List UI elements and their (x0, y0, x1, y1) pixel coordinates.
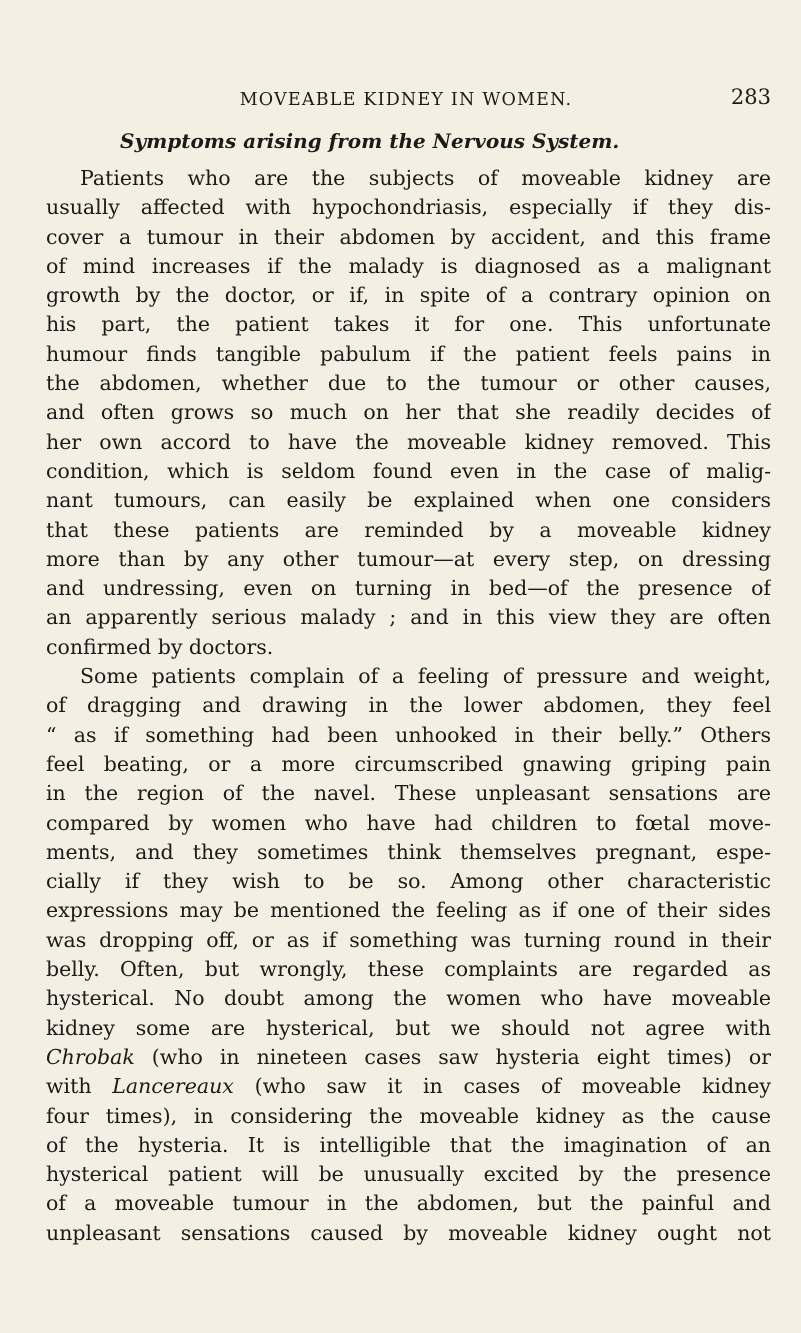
text-line: humour finds tangible pabulum if the patient feels pains in (46, 341, 771, 366)
text-line: Some patients complain of a feeling of pressure and weight, (80, 664, 771, 689)
text-line: an apparently serious malady ; and in this view they are often (46, 605, 771, 630)
text-line: of mind increases if the malady is diagnosed as a malignant (46, 253, 771, 278)
text-line: condition, which is seldom found even in the case of malig- (46, 458, 771, 483)
author-name-chrobak: Chrobak (46, 1044, 135, 1069)
text-line: hysterical. No doubt among the women who have moveable (46, 986, 771, 1011)
section-title: Symptoms arising from the Nervous System. (120, 129, 620, 153)
text-line: confirmed by doctors. (46, 634, 274, 659)
paragraph-2 (46, 662, 771, 1248)
running-title: MOVEABLE KIDNEY IN WOMEN. (239, 90, 573, 110)
text-line: feel beating, or a more circumscribed gnawing griping pain (46, 751, 771, 776)
text-line: unpleasant sensations caused by moveable kidney ought not (46, 1220, 771, 1245)
text-line: expressions may be mentioned the feeling as if one of their sides (46, 898, 771, 923)
text-fragment: (who saw it in cases of moveable kidney (233, 1074, 771, 1099)
text-line: that these patients are reminded by a moveable kidney (46, 517, 771, 542)
text-line: his part, the patient takes it for one. This unfortunate (46, 312, 771, 337)
text-line: ments, and they sometimes think themselves pregnant, espe- (46, 839, 771, 864)
text-line: of a moveable tumour in the abdomen, but the painful and (46, 1191, 771, 1216)
text-line: cover a tumour in their abdomen by accident, and this frame (46, 224, 771, 249)
author-name-lancereaux: Lancereaux (112, 1074, 234, 1099)
text-fragment: (who in nineteen cases saw hysteria eight times) or (134, 1044, 771, 1069)
page-number: 283 (730, 85, 771, 109)
text-line: and often grows so much on her that she readily decides of (46, 400, 771, 425)
text-line: hysterical patient will be unusually excited by the presence (46, 1162, 771, 1187)
text-fragment: with (46, 1074, 113, 1099)
text-line-lancereaux (46, 1072, 771, 1101)
text-line: usually affected with hypochondriasis, especially if they dis- (46, 195, 771, 220)
running-head (46, 0, 771, 118)
text-line: Patients who are the subjects of moveable kidney are (80, 166, 771, 190)
text-line: cially if they wish to be so. Among other characteristic (46, 869, 771, 894)
text-line: four times), in considering the moveable kidney as the cause (46, 1103, 771, 1128)
paragraph-1 (46, 164, 771, 662)
text-line: was dropping off, or as if something was turning round in their (46, 927, 771, 952)
text-line: more than by any other tumour—at every step, on dressing (46, 546, 771, 571)
text-line: her own accord to have the moveable kidney removed. This (46, 429, 771, 454)
text-line: in the region of the navel. These unpleasant sensations are (46, 781, 771, 806)
text-line: compared by women who have had children to fœtal move- (46, 810, 771, 835)
text-line: the abdomen, whether due to the tumour or other causes, (46, 371, 771, 396)
text-line: and undressing, even on turning in bed—of the presence of (46, 576, 771, 601)
text-line: “ as if something had been unhooked in their belly.” Others (46, 722, 771, 747)
text-line: of the hysteria. It is intelligible that the imagination of an (46, 1132, 771, 1157)
text-line: belly. Often, but wrongly, these complaints are regarded as (46, 957, 771, 982)
text-line: nant tumours, can easily be explained when one considers (46, 488, 771, 513)
text-line: growth by the doctor, or if, in spite of a contrary opinion on (46, 283, 771, 308)
text-line: kidney some are hysterical, but we should not agree with (46, 1015, 771, 1040)
text-line-chrobak (46, 1043, 771, 1072)
text-line: of dragging and drawing in the lower abdomen, they feel (46, 693, 771, 718)
